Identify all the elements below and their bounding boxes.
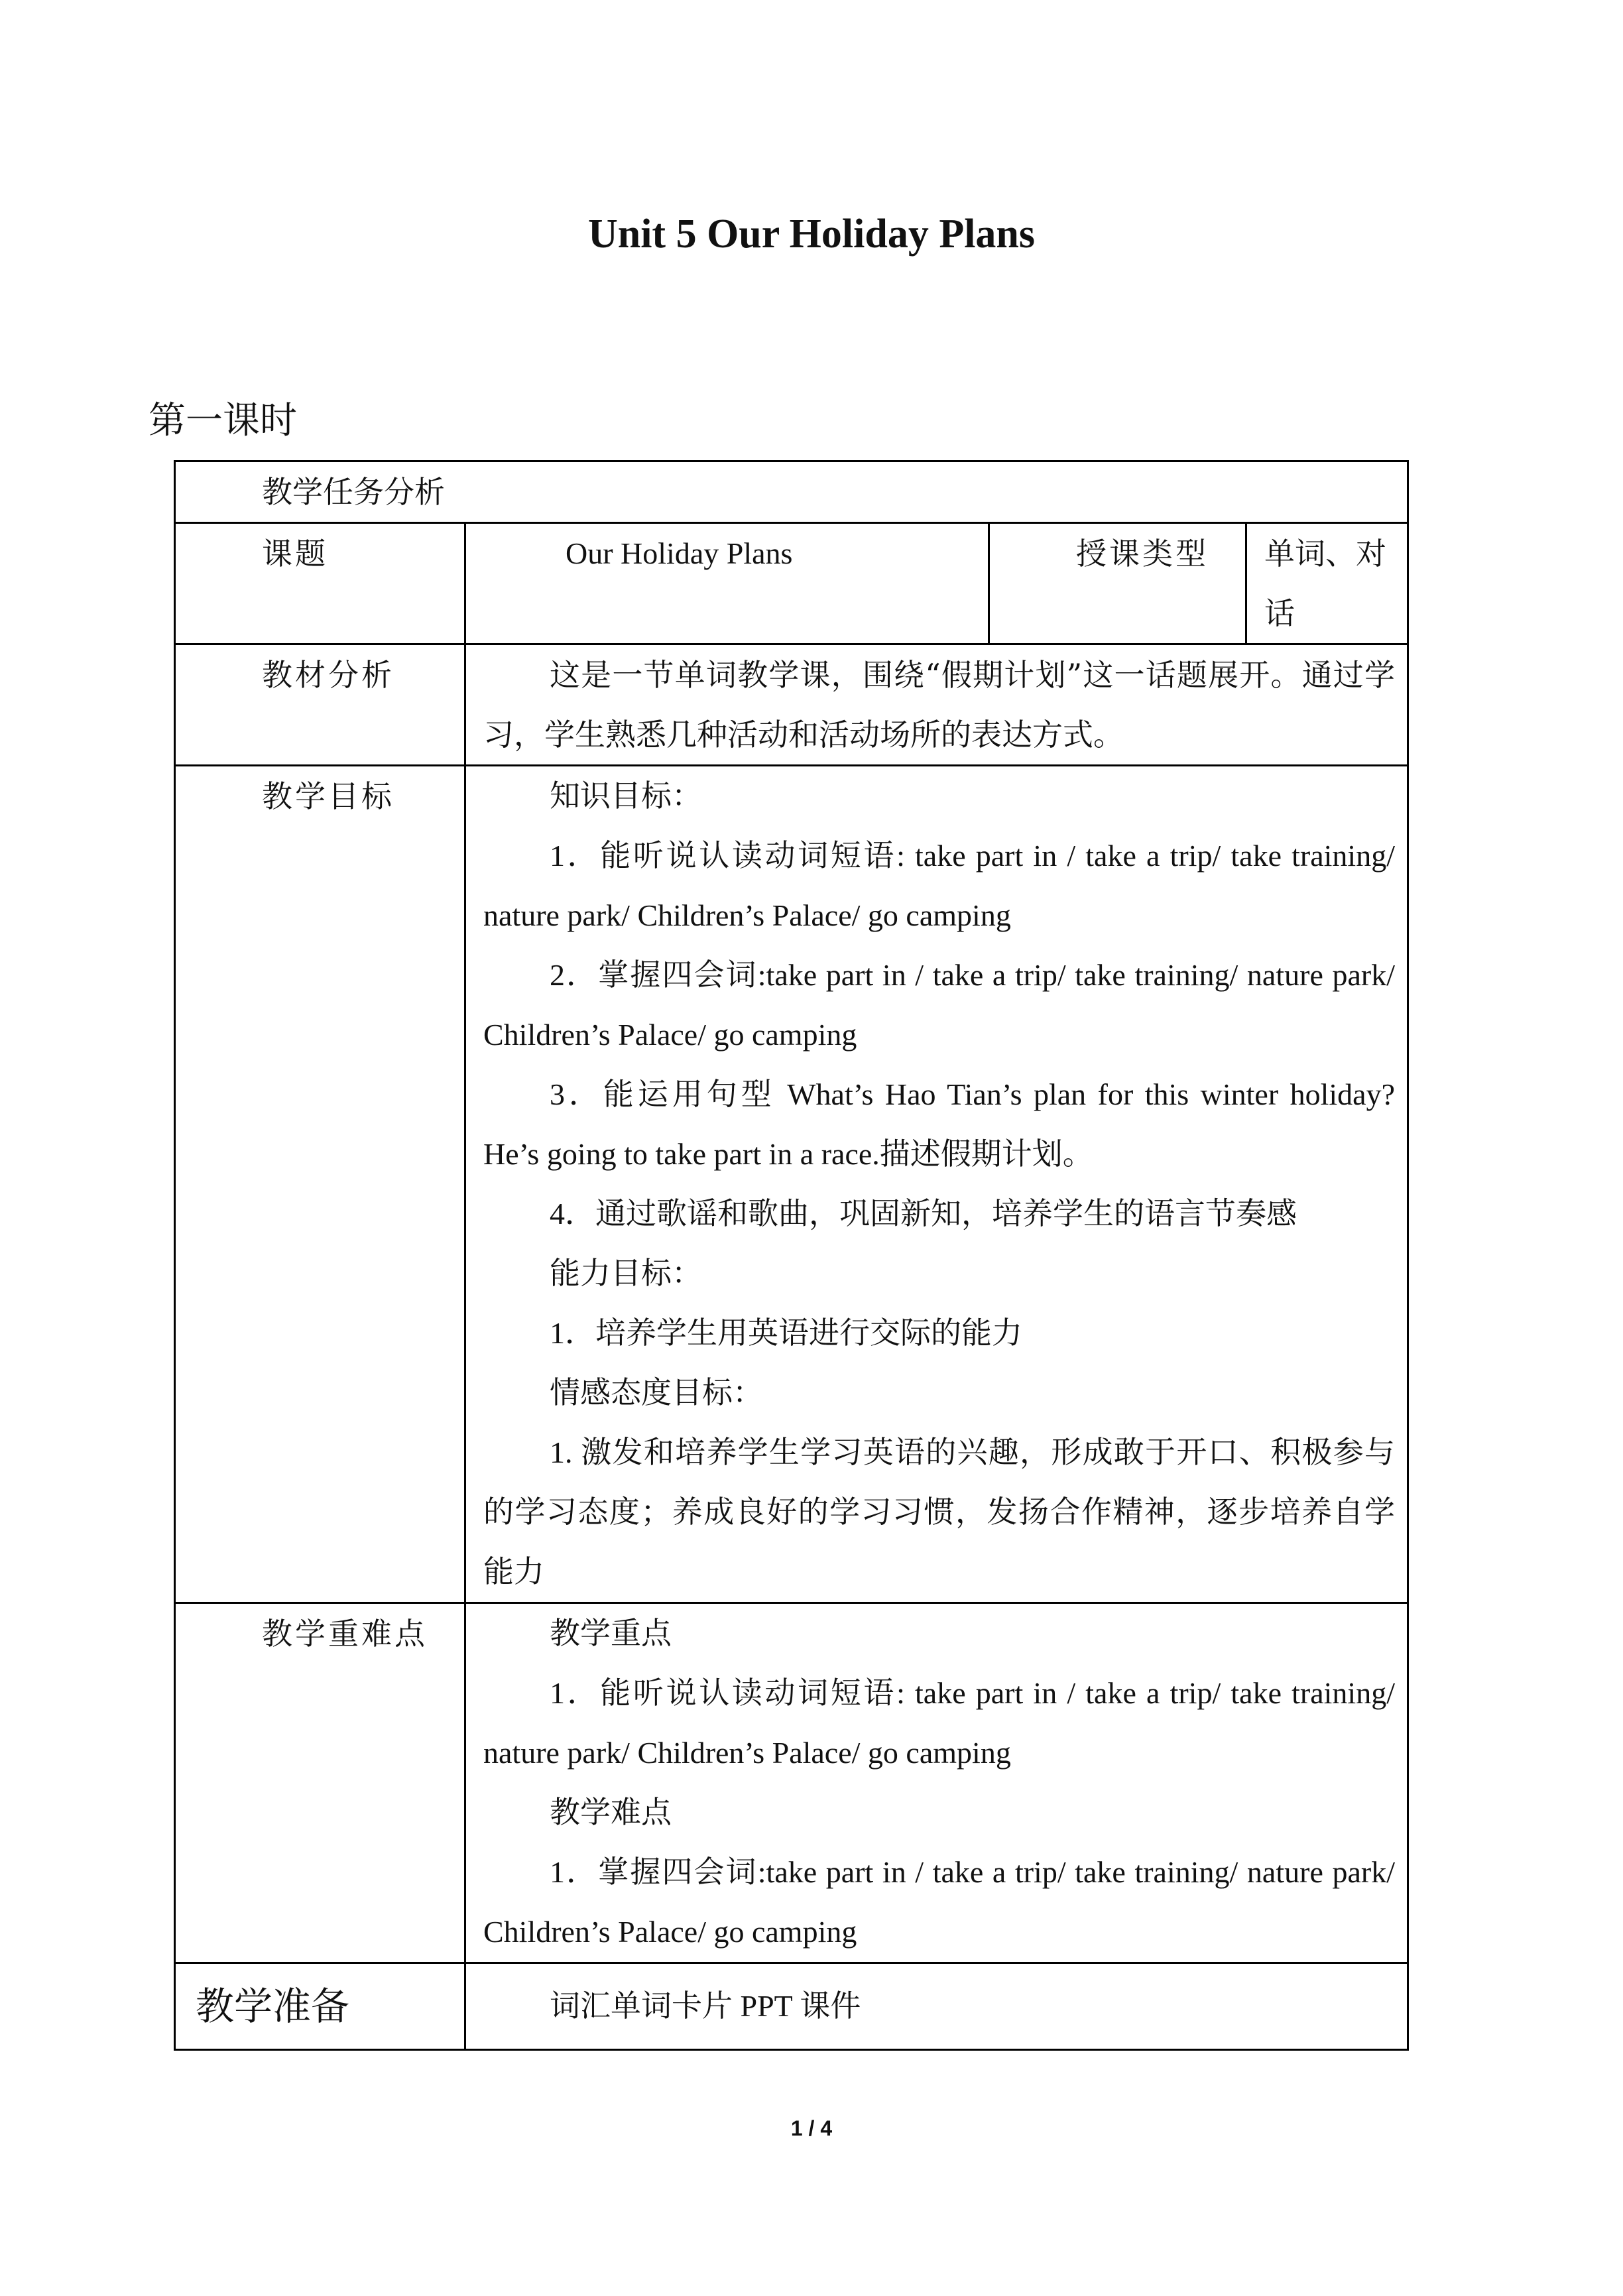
keypoints-cell xyxy=(465,1603,1408,1963)
knowledge-item: 4．通过歌谣和歌曲，巩固新知，培养学生的语言节奏感 xyxy=(550,1197,1297,1231)
analysis-cell xyxy=(465,644,1408,766)
knowledge-item: 1．能听说认读动词短语: take part in / take a trip/ take training/ nature park/ Children’s Palace/ go camping xyxy=(483,839,1395,932)
knowledge-item: 2．掌握四会词:take part in / take a trip/ take training/ nature park/ Children’s Palace/ go camping xyxy=(483,958,1395,1052)
table-row xyxy=(175,523,1408,644)
topic-value: Our Holiday Plans xyxy=(465,523,989,644)
table-row xyxy=(175,1603,1408,1963)
table-row xyxy=(175,644,1408,766)
difficult-heading: 教学难点 xyxy=(550,1795,672,1829)
objectives-cell xyxy=(465,766,1408,1603)
class-type-value: 单词、对话 xyxy=(1246,523,1408,644)
key-item: 1．能听说认读动词短语: take part in / take a trip/ take training/ nature park/ Children’s Palace/ go camping xyxy=(483,1676,1395,1770)
emotion-heading: 情感态度目标： xyxy=(550,1376,763,1410)
topic-label: 课题 xyxy=(175,523,465,644)
key-heading: 教学重点 xyxy=(550,1616,672,1650)
table-row xyxy=(175,1963,1408,2050)
document-title: Unit 5 Our Holiday Plans xyxy=(587,211,1036,257)
ability-item: 1．培养学生用英语进行交际的能力 xyxy=(550,1316,1022,1350)
emotion-item: 1. 激发和培养学生学习英语的兴趣，形成敢于开口、积极参与的学习态度；养成良好的学习习惯，发扬合作精神，逐步培养自学能力 xyxy=(483,1435,1395,1589)
ability-heading: 能力目标： xyxy=(550,1256,702,1290)
table-row xyxy=(175,766,1408,1603)
lesson-heading: 第一课时 xyxy=(149,399,297,442)
class-type-label: 授课类型 xyxy=(989,523,1246,644)
knowledge-heading: 知识目标： xyxy=(550,779,702,813)
keypoints-label: 教学重难点 xyxy=(175,1603,465,1963)
analysis-label: 教材分析 xyxy=(175,644,465,766)
difficult-item: 1．掌握四会词:take part in / take a trip/ take training/ nature park/ Children’s Palace/ go camping xyxy=(483,1855,1395,1949)
knowledge-item: 3．能运用句型 What’s Hao Tian’s plan for this winter holiday? He’s going to take part in a race.描述假期计划。 xyxy=(483,1077,1395,1171)
prep-label: 教学准备 xyxy=(175,1963,465,2050)
lesson-plan-table xyxy=(174,460,1409,2051)
objectives-label: 教学目标 xyxy=(175,766,465,1603)
prep-value: 词汇单词卡片 PPT 课件 xyxy=(550,1989,861,2023)
section-header: 教学任务分析 xyxy=(175,461,1408,523)
table-row xyxy=(175,461,1408,523)
page-number: 1 / 4 xyxy=(790,2116,833,2140)
prep-cell xyxy=(465,1963,1408,2050)
analysis-text: 这是一节单词教学课，围绕“假期计划”这一话题展开。通过学习，学生熟悉几种活动和活动场所的表达方式。 xyxy=(483,657,1395,753)
